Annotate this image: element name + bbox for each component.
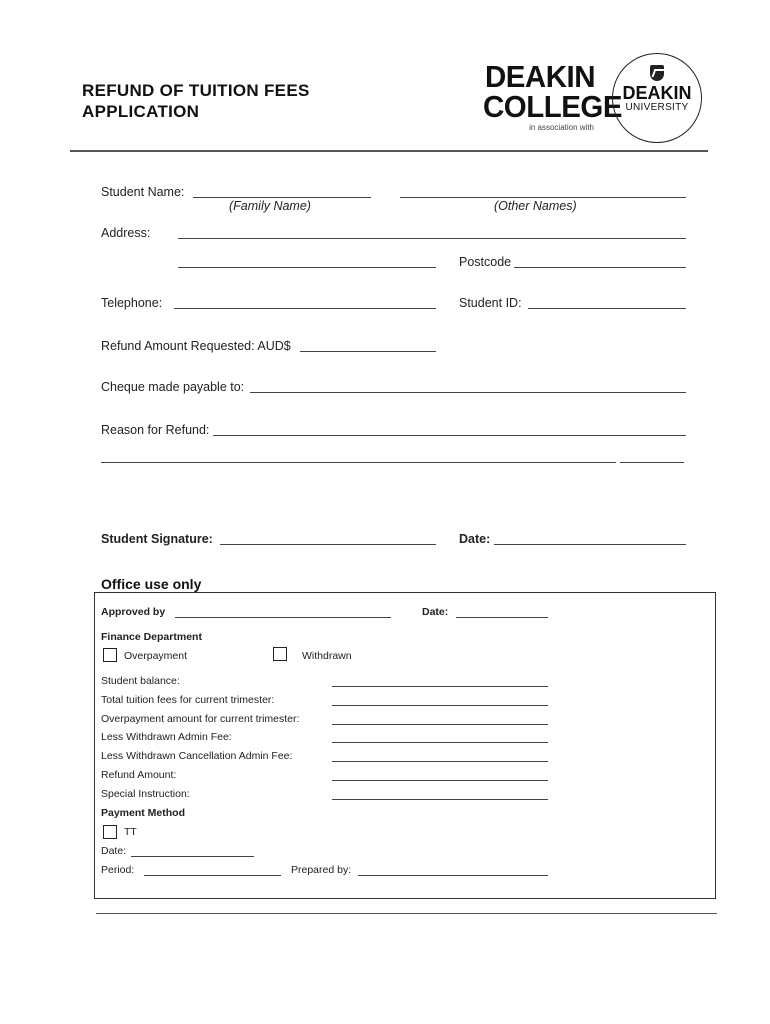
withdrawn-label: Withdrawn (302, 650, 352, 662)
approved-by-field[interactable] (175, 617, 391, 618)
reason-line-1-field[interactable] (213, 435, 686, 436)
university-logo-line-2: UNIVERSITY (625, 102, 689, 113)
overpayment-checkbox[interactable] (103, 648, 117, 662)
form-title-line-2: APPLICATION (82, 102, 200, 121)
signature-date-label: Date: (459, 532, 491, 546)
address-label: Address: (101, 226, 151, 240)
header-divider (70, 150, 708, 152)
total-tuition-fees-label: Total tuition fees for current trimester: (101, 694, 275, 706)
college-logo-line-1: DEAKIN (484, 59, 596, 94)
deakin-university-logo (612, 53, 702, 143)
overpayment-amount-label: Overpayment amount for current trimester: (101, 713, 300, 725)
total-tuition-fees-field[interactable] (332, 705, 548, 706)
refund-amount-label: Refund Amount Requested: AUD$ (101, 339, 291, 353)
cancellation-admin-fee-field[interactable] (332, 761, 548, 762)
student-signature-field[interactable] (220, 544, 436, 545)
withdrawn-admin-fee-field[interactable] (332, 742, 548, 743)
student-id-field[interactable] (528, 308, 686, 309)
special-instruction-field[interactable] (332, 799, 548, 800)
prepared-by-label: Prepared by: (291, 864, 352, 876)
finance-department-title: Finance Department (101, 631, 202, 643)
family-name-field[interactable] (193, 197, 371, 198)
cancellation-admin-fee-label: Less Withdrawn Cancellation Admin Fee: (101, 750, 293, 762)
form-title (82, 80, 310, 122)
tt-checkbox[interactable] (103, 825, 117, 839)
address-line-1-field[interactable] (178, 238, 686, 239)
reason-line-2-field[interactable] (101, 462, 616, 463)
approved-date-field[interactable] (456, 617, 548, 618)
student-balance-label: Student balance: (101, 675, 180, 687)
approved-date-label: Date: (422, 606, 449, 618)
telephone-label: Telephone: (101, 296, 163, 310)
reason-label: Reason for Refund: (101, 423, 210, 437)
student-id-label: Student ID: (459, 296, 522, 310)
student-signature-label: Student Signature: (101, 532, 213, 546)
payment-date-field[interactable] (131, 856, 254, 857)
office-use-title: Office use only (101, 576, 202, 592)
form-title-line-1: REFUND OF TUITION FEES (82, 81, 310, 100)
university-logo-line-1: DEAKIN (622, 83, 692, 103)
refund-amount-field[interactable] (300, 351, 436, 352)
prepared-by-field[interactable] (358, 875, 548, 876)
other-names-field[interactable] (400, 197, 686, 198)
special-instruction-label: Special Instruction: (101, 788, 190, 800)
overpayment-amount-field[interactable] (332, 724, 548, 725)
telephone-field[interactable] (174, 308, 436, 309)
family-name-hint: (Family Name) (229, 199, 311, 213)
overpayment-label: Overpayment (124, 650, 188, 662)
payment-date-label: Date: (101, 845, 127, 857)
student-balance-field[interactable] (332, 686, 548, 687)
college-logo-tagline: in association with (529, 123, 594, 132)
signature-date-field[interactable] (494, 544, 686, 545)
shield-icon (650, 65, 664, 81)
withdrawn-admin-fee-label: Less Withdrawn Admin Fee: (101, 731, 232, 743)
withdrawn-checkbox[interactable] (273, 647, 287, 661)
cheque-payable-label: Cheque made payable to: (101, 380, 245, 394)
postcode-label: Postcode (459, 255, 512, 269)
period-field[interactable] (144, 875, 281, 876)
refund-amount-office-field[interactable] (332, 780, 548, 781)
tt-label: TT (124, 826, 137, 838)
college-logo-line-2: COLLEGE (483, 89, 623, 124)
footer-divider (96, 913, 717, 914)
other-names-hint: (Other Names) (494, 199, 577, 213)
address-line-2-field[interactable] (178, 267, 436, 268)
deakin-college-logo (480, 59, 623, 132)
refund-amount-office-label: Refund Amount: (101, 769, 177, 781)
approved-by-label: Approved by (101, 606, 166, 618)
reason-line-2b-field[interactable] (620, 462, 684, 463)
period-label: Period: (101, 864, 135, 876)
student-name-label: Student Name: (101, 185, 185, 199)
payment-method-title: Payment Method (101, 807, 186, 819)
cheque-payable-field[interactable] (250, 392, 686, 393)
postcode-field[interactable] (514, 267, 686, 268)
